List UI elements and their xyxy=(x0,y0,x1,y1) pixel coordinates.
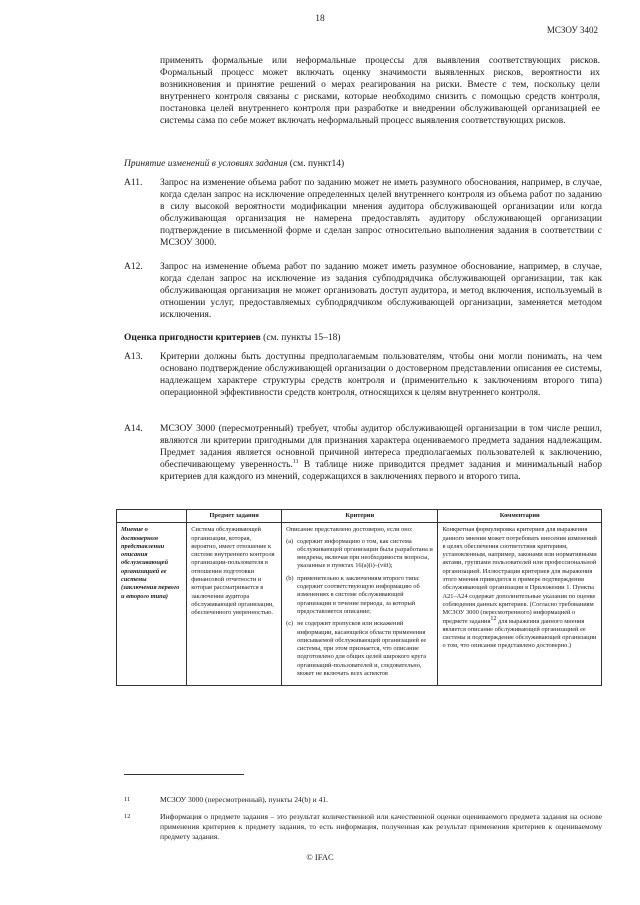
table-row xyxy=(117,523,602,686)
comment-text-part: Конкретная формулировка критериев для выражения данного мнения может потребовать внесения изменений в целях обеспечения соответствия критериям, установленным, например, законами или нормативными актами, группами пользователей или профессиональной организацией. Иллюстрация критериев для выражения этого мнения приводится в примере подтверждения обслуживающей организации в Приложении 1. Пункты A21–A24 содержат дополнительные указания по оценке соблюдения данных критериев. (Согласно требованиям МСЗОУ 3000 (пересмотренного) информацией о предмете задания xyxy=(442,526,597,625)
intro-paragraph: применять формальные или неформальные процессы для выявления соответствующих рисков. Формальный процесс может включать оценку значимости выявленных рисков, вероятности их возникновения и принятие решений о мерах реагирования на риски. Вместе с тем, поскольку цели внутреннего контроля связаны с рисками, которые необходимо снизить с помощью средств контроля, постановка целей внутреннего контроля при разработке и внедрении обслуживающей организацией ее системы сама по себе может включать неформальный процесс выявления соответствующих рисков. xyxy=(160,56,600,126)
paragraph-text-part: МСЗОУ 3000 (пересмотренный) требует, чтобы аудитор обслуживающей организации в том числе решил, являются ли критерии пригодными для признания характера оцениваемого предмета задания надлежащим. Предмет задания является основной причиной интереса предполагаемых пользователей к заключению, обеспечивающему уверенность. xyxy=(160,424,602,470)
table-cell-comments xyxy=(438,523,602,686)
paragraph-a11 xyxy=(124,177,602,249)
footnote xyxy=(124,795,602,805)
paragraph-label: A11. xyxy=(124,178,143,188)
list-item-text: применительно к заключениям второго типа: содержит соответствующую информацию об изменениях в системе обслуживающей организации в течение периода, за который предоставляется описание; xyxy=(297,574,420,615)
table-header-row xyxy=(117,510,602,523)
list-item xyxy=(286,538,433,571)
paragraph-text: Запрос на изменение объема работ по заданию может не иметь разумного обоснования, например, в случае, когда сделан запрос на исключение определенных целей внутреннего контроля из объема работ по заданию в силу высокой вероятности модификации мнения аудитора обслуживающей организации или когда обслуживающая организация не намерена предоставлять аудитору обслуживающей организации подтверждение в письменной форме и сделан запрос относительно выполнения задания в соответствии с МСЗОУ 3000. xyxy=(160,178,602,248)
footnote-text: МСЗОУ 3000 (пересмотренный), пункты 24(b) и 41. xyxy=(160,795,329,804)
table-row-heading: Мнение о достоверном представлении описания обслуживающей организацией ее системы (заключения первого и второго типа) xyxy=(117,523,187,686)
table-header-cell xyxy=(117,510,187,523)
paragraph-a14 xyxy=(124,423,602,483)
paragraph-text: Критерии должны быть доступны предполагаемым пользователям, чтобы они могли понимать, на чем основано подтверждение обслуживающей организации о достоверном представлении описания ее системы, надлежащем характере структуры средств контроля и (применительно к заключениям второго типа) операционной эффективности средств контроля, относящихся к целям внутреннего контроля. xyxy=(160,352,602,398)
paragraph-label: A12. xyxy=(124,262,143,272)
paragraph-label: A13. xyxy=(124,352,143,362)
paragraph-text xyxy=(160,423,602,483)
criteria-table xyxy=(116,509,602,686)
footnote-number: 12 xyxy=(124,813,131,820)
footnote-ref: 11 xyxy=(292,458,299,465)
list-item xyxy=(286,575,433,616)
section-heading-title: Принятие изменений в условиях задания xyxy=(124,159,288,169)
copyright-footer: © IFAC xyxy=(306,852,334,862)
section-heading-title: Оценка пригодности критериев xyxy=(124,333,261,343)
list-item-text: не содержит пропусков или искажений информации, касающейся области применения описываемой обслуживающей организацией ее системы, при этом признается, что описание подготовлено для общих целей широкого круга организаций-пользователей и, следовательно, может не включать всех аспектов xyxy=(297,620,427,678)
list-item-text: содержит информацию о том, как система обслуживающей организации была разработана и внедрена, включая при необходимости вопросы, указанные в пунктах 16(a)(i)–(viii); xyxy=(297,537,433,570)
footnote-divider xyxy=(124,774,244,775)
table-header-cell: Критерии xyxy=(282,510,438,523)
paragraph-a13 xyxy=(124,351,602,399)
paragraph-a12 xyxy=(124,261,602,321)
table-cell-subject: Система обслуживающей организации, которая, вероятно, имеет отношение к системе внутреннего контроля организации-пользователя в отношении подготовки финансовой отчетности и которая рассматривается в заключении аудитора обслуживающей организации, обеспеченного уверенностью. xyxy=(187,523,282,686)
criteria-list xyxy=(286,538,433,679)
list-marker: (a) xyxy=(286,537,294,545)
section-heading-ref: (см. пункты 15–18) xyxy=(260,333,341,343)
footnote-ref: 12 xyxy=(490,615,497,622)
paragraph-text: Запрос на изменение объема работ по заданию может иметь разумное обоснование, например, в случае, когда сделан запрос на исключение из задания субподрядчика обслуживающей организации, так как обслуживающая организация не может организовать доступ аудитора, и метод включения, используемый в отношении услуг, предоставляемых субподрядчиком обслуживающей организации, заменяется методом исключения. xyxy=(160,262,602,320)
criteria-intro: Описание представлено достоверно, если оно: xyxy=(286,526,413,534)
list-item xyxy=(286,620,433,678)
footnote-number: 11 xyxy=(124,796,131,803)
comment-text-part: для выражения данного мнения является описание обслуживающей организацией ее системы и подтверждение обслуживающей организации о том, что описание представлено достоверно.) xyxy=(442,617,597,650)
footnote-text: Информация о предмете задания – это результат количественной или качественной оценки оцениваемого предмета задания на основе применения критериев к предмету задания, то есть информация, полученная как результат применения критериев к оцениваемому предмету задания. xyxy=(160,812,602,841)
list-marker: (b) xyxy=(286,574,294,582)
document-code: МСЗОУ 3402 xyxy=(546,25,598,35)
list-marker: (c) xyxy=(286,620,294,628)
page-number: 18 xyxy=(315,14,325,24)
section-heading-ref: (см. пункт14) xyxy=(287,159,345,169)
table-cell-criteria xyxy=(282,523,438,686)
table-header-cell: Предмет задания xyxy=(187,510,282,523)
footnote xyxy=(124,812,602,842)
section-heading-changes xyxy=(124,159,344,169)
paragraph-label: A14. xyxy=(124,424,143,434)
section-heading-criteria xyxy=(124,333,341,343)
paragraph-text-part: В таблице ниже приводится предмет задания и минимальный набор критериев для каждого из мнений, содержащихся в заключениях первого и второго типа. xyxy=(160,460,602,482)
table-header-cell: Комментарии xyxy=(438,510,602,523)
